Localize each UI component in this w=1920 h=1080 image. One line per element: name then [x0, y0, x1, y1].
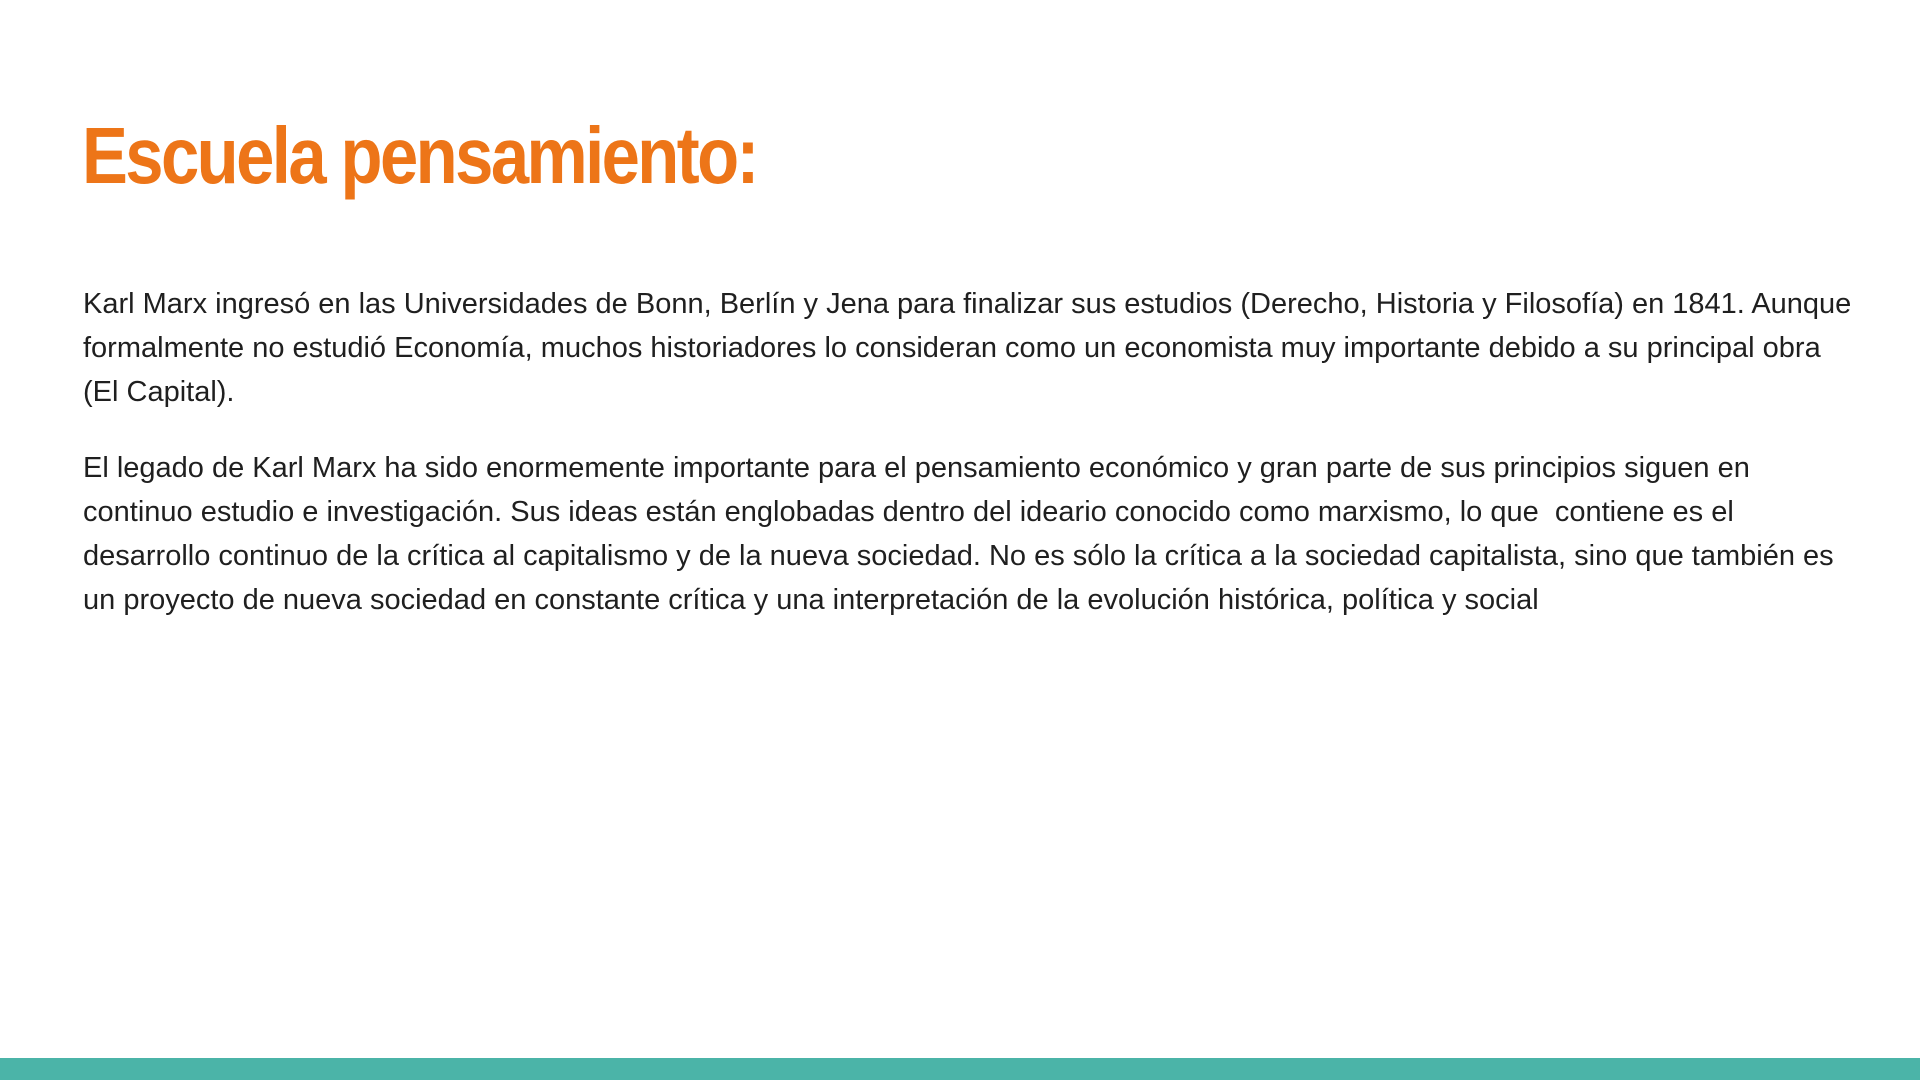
slide-body: [83, 282, 1860, 654]
footer-accent-bar: [0, 1058, 1920, 1080]
slide-title: Escuela pensamiento:: [82, 111, 757, 200]
paragraph-1: Karl Marx ingresó en las Universidades de Bonn, Berlín y Jena para finalizar sus estudios (Derecho, Historia y Filosofía) en 1841. Aunque formalmente no estudió Economía, muchos historiadores lo consideran como un economista muy importante debido a su principal obra (El Capital).: [83, 288, 1860, 408]
paragraph-2: El legado de Karl Marx ha sido enormemente importante para el pensamiento económico y gran parte de sus principios siguen en continuo estudio e investigación. Sus ideas están englobadas dentro del ideario conocido como marxismo, lo que contiene es el desarrollo continuo de la crítica al capitalismo y de la nueva sociedad. No es sólo la crítica a la sociedad capitalista, sino que también es un proyecto de nueva sociedad en constante crítica y una interpretación de la evolución histórica, política y social: [83, 452, 1842, 616]
